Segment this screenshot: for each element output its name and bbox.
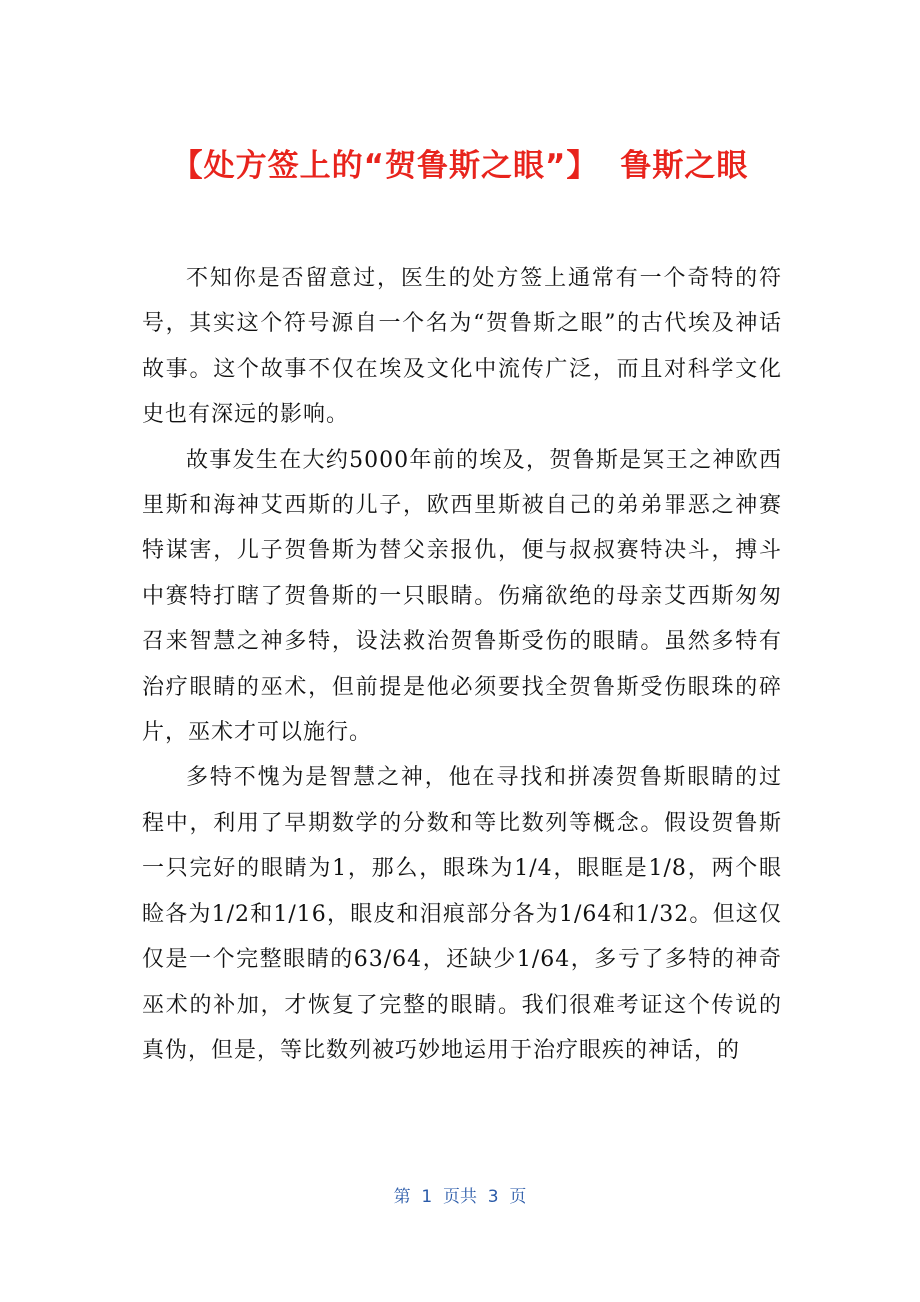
paragraph-1: 不知你是否留意过，医生的处方签上通常有一个奇特的符号，其实这个符号源自一个名为“贺鲁斯之眼”的古代埃及神话故事。这个故事不仅在埃及文化中流传广泛，而且对科学文化史也有深远的影响。 [142, 266, 782, 428]
title-main: 【处方签上的“贺鲁斯之眼”】 [171, 148, 599, 184]
paragraph-2: 故事发生在大约5000年前的埃及，贺鲁斯是冥王之神欧西里斯和海神艾西斯的儿子，欧西里斯被自己的弟弟罪恶之神赛特谋害，儿子贺鲁斯为替父亲报仇，便与叔叔赛特决斗，搏斗中赛特打瞎了贺鲁斯的一只眼睛。伤痛欲绝的母亲艾西斯匆匆召来智慧之神多特，设法救治贺鲁斯受伤的眼睛。虽然多特有治疗眼睛的巫术，但前提是他必须要找全贺鲁斯受伤眼珠的碎片，巫术才可以施行。 [142, 447, 782, 746]
page-number-footer: 第 1 页共 3 页 [393, 1187, 527, 1207]
document-title [0, 142, 920, 190]
paragraph-3: 多特不愧为是智慧之神，他在寻找和拼凑贺鲁斯眼睛的过程中，利用了早期数学的分数和等比数列等概念。假设贺鲁斯一只完好的眼睛为1，那么，眼珠为1/4，眼眶是1/8，两个眼睑各为1/2和1/16，眼皮和泪痕部分各为1/64和1/32。但这仅仅是一个完整眼睛的63/64，还缺少1/64，多亏了多特的神奇巫术的补加，才恢复了完整的眼睛。我们很难考证这个传说的真伪，但是，等比数列被巧妙地运用于治疗眼疾的神话，的 [142, 765, 782, 1063]
document-body [142, 256, 782, 1073]
title-sub: 鲁斯之眼 [620, 148, 749, 184]
